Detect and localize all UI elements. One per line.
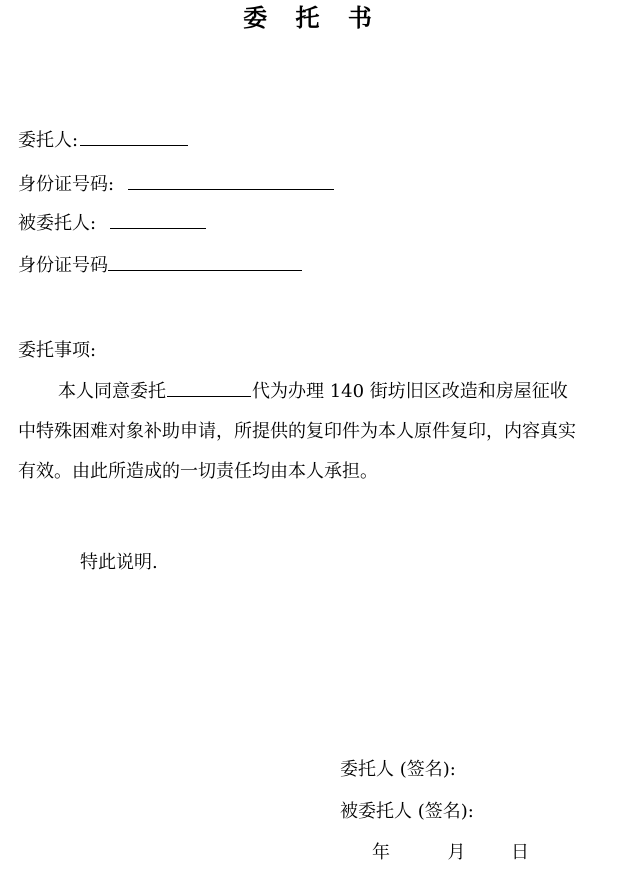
principal-row — [18, 128, 188, 154]
date-month-label: 月 — [447, 842, 466, 863]
document-title: 委 托 书 — [243, 4, 382, 32]
agent-id-label: 身份证号码 — [18, 255, 108, 276]
body-part2: 代为办理 140 街坊旧区改造和房屋征收中特殊困难对象补助申请，所提供的复印件为本人原件复印，内容真实有效。由此所造成的一切责任均由本人承担。 — [18, 381, 576, 482]
closing-statement: 特此说明. — [80, 552, 158, 573]
agent-label: 被委托人: — [18, 213, 97, 234]
agent-row — [18, 211, 206, 237]
date-line — [372, 840, 529, 866]
principal-id-blank — [128, 175, 334, 190]
principal-id-row — [18, 172, 334, 198]
date-day-label: 日 — [510, 842, 529, 863]
delegate-blank — [167, 382, 251, 397]
principal-name-blank — [80, 131, 188, 146]
agent-id-blank — [108, 256, 302, 271]
agent-id-row — [18, 253, 302, 279]
principal-id-label: 身份证号码: — [18, 174, 115, 195]
principal-signature-label: 委托人 (签名): — [340, 759, 456, 780]
principal-label: 委托人: — [18, 130, 79, 151]
agent-name-blank — [110, 214, 206, 229]
date-year-label: 年 — [372, 842, 390, 863]
matters-body — [18, 372, 578, 492]
matters-label: 委托事项: — [18, 340, 97, 361]
agent-signature-label: 被委托人 (签名): — [340, 801, 474, 822]
body-part1: 本人同意委托 — [58, 381, 166, 402]
